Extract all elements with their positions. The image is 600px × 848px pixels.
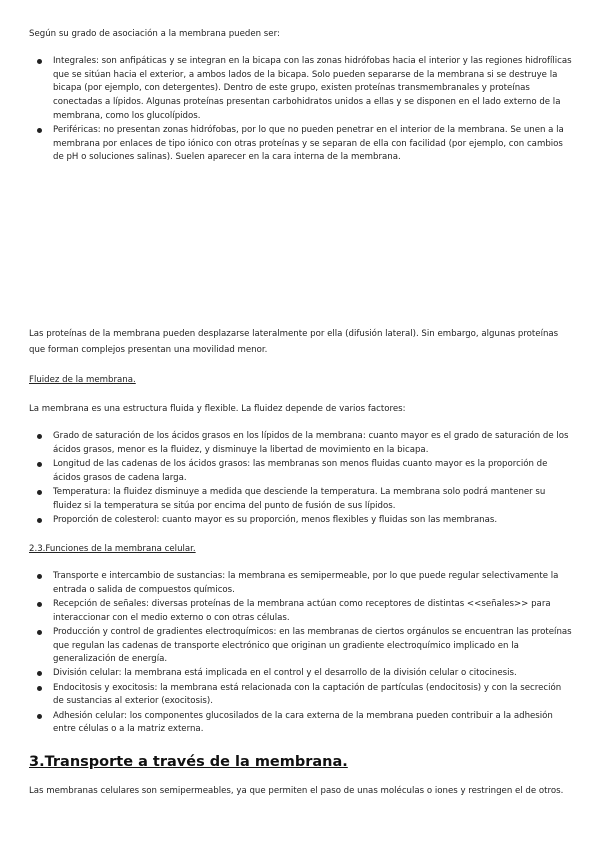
list-item: [29, 570, 574, 597]
functions-heading: 2.3.Funciones de la membrana celular.: [29, 544, 196, 554]
list-item: [29, 55, 574, 124]
functions-list: [29, 570, 574, 737]
list-item: [29, 124, 574, 165]
fluidity-list: [29, 430, 574, 528]
list-item-text: Adhesión celular: los componentes glucosilados de la cara externa de la membrana pueden contribuir a la adhesión entre células o a la matriz externa.: [53, 710, 553, 735]
list-item-text: Integrales: son anfipáticas y se integran en la bicapa con las zonas hidrófobas hacia el interior y las regiones hidrofílicas que se sitúan hacia el exterior, a ambos lados de la bicapa. Solo pueden separarse de la membrana si se destruye la bicapa (por ejemplo, con detergentes). Dentro de este grupo, existen proteínas transmembranales y proteínas conectadas a lípidos. Algunas proteínas presentan carbohidratos unidos a ellas y se disponen en el lado externo de la membrana, como los glucolípidos.: [53, 56, 572, 121]
list-item-text: Grado de saturación de los ácidos grasos en los lípidos de la membrana: cuanto mayor es el grado de saturación de los ácidos grasos, menor es la fluidez, y disminuye la libertad de movimiento en la bicapa.: [53, 431, 569, 455]
bullet-icon: [37, 434, 42, 439]
bullet-icon: [37, 462, 42, 467]
bullet-icon: [37, 574, 42, 579]
fluidity-intro: La membrana es una estructura fluida y flexible. La fluidez depende de varios factores:: [29, 404, 406, 414]
list-item-text: Temperatura: la fluidez disminuye a medida que desciende la temperatura. La membrana solo podrá mantener su fluidez si la temperatura se sitúa por encima del punto de fusión de sus lípidos.: [53, 486, 546, 511]
list-item-text: Endocitosis y exocitosis: la membrana está relacionada con la captación de partículas (endocitosis) y con la secreción de sustancias al exterior (exocitosis).: [53, 682, 562, 707]
list-item-text: Proporción de colesterol: cuanto mayor es su proporción, menos flexibles y fluidas son las membranas.: [53, 514, 498, 525]
bullet-icon: [37, 128, 42, 133]
list-item-text: Longitud de las cadenas de los ácidos grasos: las membranas son menos fluidas cuanto mayor es la proporción de ácidos grasos de cadena larga.: [53, 458, 548, 483]
bullet-icon: [37, 686, 42, 691]
list-item-text: División celular: la membrana está implicada en el control y el desarrollo de la división celular o citocinesis.: [53, 668, 517, 679]
list-item: [29, 710, 574, 737]
list-item: [29, 667, 574, 681]
section3-heading: 3.Transporte a través de la membrana.: [29, 754, 348, 770]
list-item: [29, 430, 574, 457]
list-item: [29, 458, 574, 485]
list-item-text: Periféricas: no presentan zonas hidrófobas, por lo que no pueden penetrar en el interior de la membrana. Se unen a la membrana por enlaces de tipo iónico con otras proteínas y se separan de ella con facilidad (por ejemplo, con cambios de pH o soluciones salinas). Suelen aparecer en la cara interna de la membrana.: [53, 125, 564, 163]
list-item-text: Transporte e intercambio de sustancias: la membrana es semipermeable, por lo que puede regular selectivamente la entrada o salida de compuestos químicos.: [53, 571, 559, 595]
intro-paragraph: Según su grado de asociación a la membrana pueden ser:: [29, 29, 280, 39]
bullet-icon: [37, 630, 42, 635]
bullet-icon: [37, 518, 42, 523]
list-item: [29, 626, 574, 667]
bullet-icon: [37, 714, 42, 719]
list-item-text: Recepción de señales: diversas proteínas de la membrana actúan como receptores de distintas <<señales>> para interaccionar con el medio externo o con otras células.: [53, 598, 551, 623]
fluidity-heading: Fluidez de la membrana.: [29, 375, 136, 385]
list-item: [29, 682, 574, 709]
bullet-icon: [37, 602, 42, 607]
lateral-diffusion-paragraph: Las proteínas de la membrana pueden desplazarse lateralmente por ella (difusión lateral). Sin embargo, algunas proteínas que forman complejos presentan una movilidad menor.: [29, 329, 559, 355]
list-item-text: Producción y control de gradientes electroquímicos: en las membranas de ciertos orgánulos se encuentran las proteínas que regulan las cadenas de transporte electrónico que originan un gradiente electroquímico implicado en la generalización de energía.: [53, 626, 572, 665]
bullet-icon: [37, 671, 42, 676]
list-item: [29, 514, 574, 528]
section3-paragraph: Las membranas celulares son semipermeables, ya que permiten el paso de unas moléculas o iones y restringen el de otros.: [29, 786, 564, 796]
bullet-icon: [37, 59, 42, 64]
association-list: [29, 55, 574, 166]
list-item: [29, 598, 574, 625]
list-item: [29, 486, 574, 513]
bullet-icon: [37, 490, 42, 495]
